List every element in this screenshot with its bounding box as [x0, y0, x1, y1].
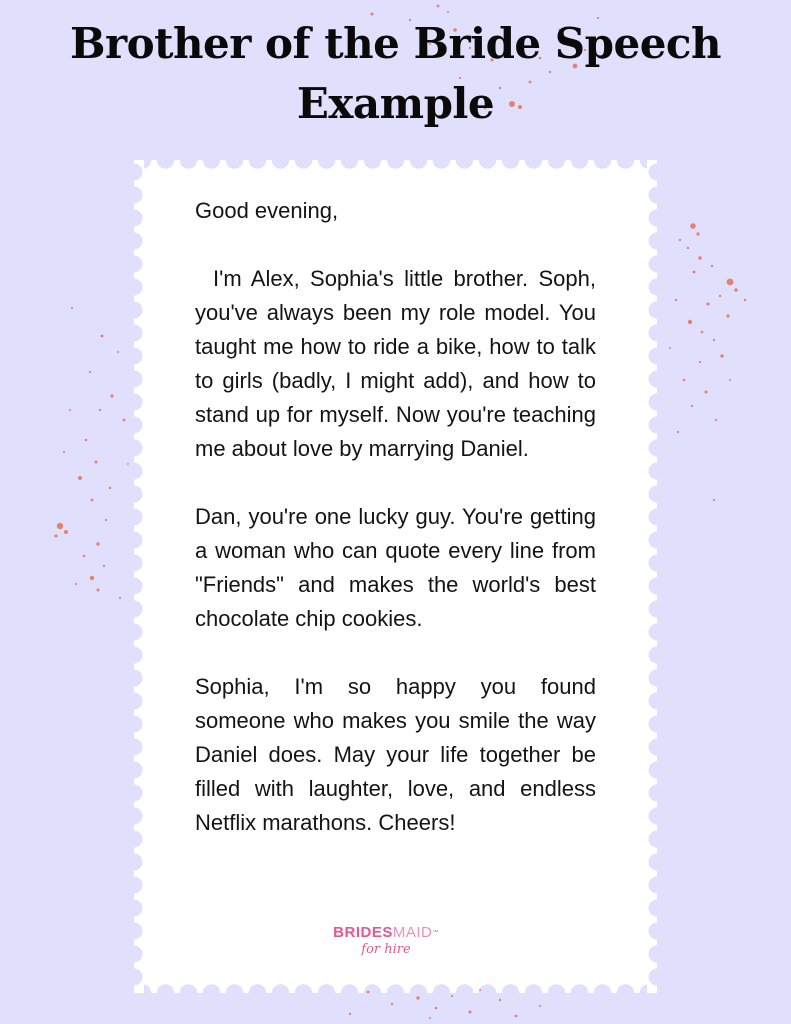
page-title-line-2: Example — [296, 79, 495, 128]
stamp-right-edge — [647, 160, 665, 993]
logo-tagline: for hire — [361, 942, 411, 957]
logo-brides: BRIDES — [333, 924, 393, 941]
speech-text — [195, 194, 596, 840]
speech-paragraph-2: Dan, you're one lucky guy. You're getting a woman who can quote every line from "Friends" and makes the world's best chocolate chip cookies. — [195, 504, 596, 631]
speech-paragraph-1: I'm Alex, Sophia's little brother. Soph, you've always been my role model. You taught me how to ride a bike, how to talk to girls (badly, I might add), and how to stand up for myself. Now you're teaching me about love by marrying Daniel. — [195, 266, 596, 461]
page-title-line-1: Brother of the Bride Speech — [69, 19, 722, 68]
bridesmaid-for-hire-logo — [330, 924, 442, 958]
page-title — [0, 14, 791, 134]
speech-paragraph-3: Sophia, I'm so happy you found someone who makes you smile the way Daniel does. May your life together be filled with laughter, love, and endless Netflix marathons. Cheers! — [195, 674, 596, 835]
logo-wordmark — [330, 924, 442, 942]
speech-greeting: Good evening, — [195, 198, 339, 223]
logo-trademark: ™ — [432, 930, 439, 936]
stamp-left-edge — [126, 160, 144, 993]
logo-maid: MAID — [392, 924, 433, 941]
